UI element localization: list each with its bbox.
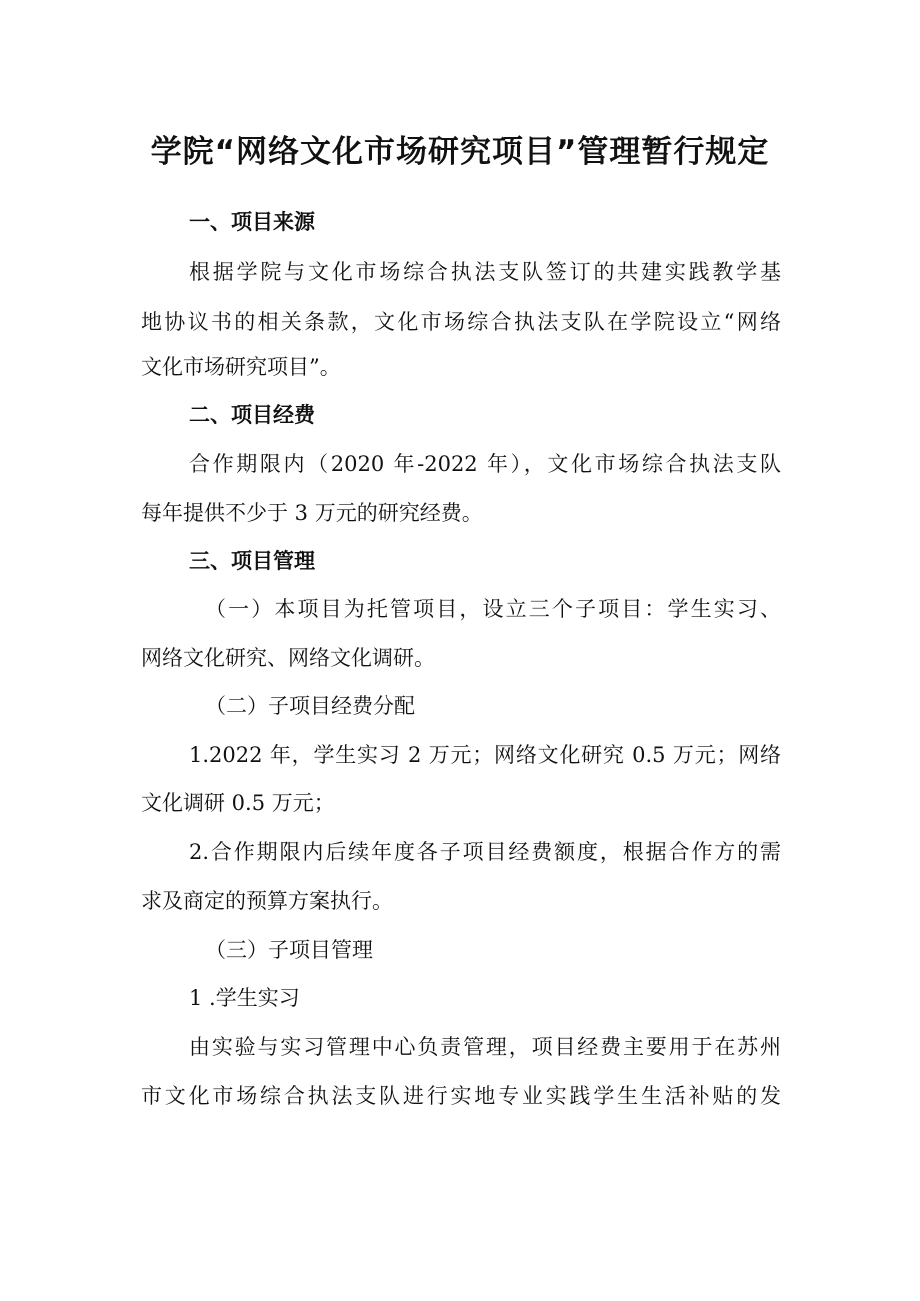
paragraph-line: 地协议书的相关条款，文化市场综合执法支队在学院设立“网络: [141, 310, 781, 334]
section-heading-funding: 二、项目经费: [189, 403, 315, 427]
paragraph-line: 每年提供不少于 3 万元的研究经费。: [141, 501, 483, 525]
section-heading-source: 一、项目来源: [189, 210, 315, 234]
subsection-heading: （三）子项目管理: [205, 938, 373, 962]
document-title: 学院“网络文化市场研究项目”管理暂行规定: [150, 134, 770, 170]
paragraph-line: 2.合作期限内后续年度各子项目经费额度，根据合作方的需: [189, 840, 781, 864]
paragraph-line: 合作期限内（2020 年-2022 年），文化市场综合执法支队: [189, 452, 781, 476]
paragraph-line: 文化市场研究项目”。: [141, 355, 341, 379]
list-item-heading: 1 .学生实习: [189, 986, 300, 1010]
section-heading-management: 三、项目管理: [189, 549, 315, 573]
paragraph-line: 根据学院与文化市场综合执法支队签订的共建实践教学基: [189, 260, 781, 284]
paragraph-line: 文化调研 0.5 万元；: [141, 791, 335, 815]
paragraph-line: 求及商定的预算方案执行。: [141, 889, 393, 913]
paragraph-line: 网络文化研究、网络文化调研。: [141, 646, 435, 670]
paragraph-line: （一）本项目为托管项目，设立三个子项目：学生实习、: [205, 597, 781, 621]
paragraph-line: 市文化市场综合执法支队进行实地专业实践学生生活补贴的发: [141, 1084, 781, 1108]
paragraph-line: 1.2022 年，学生实习 2 万元；网络文化研究 0.5 万元；网络: [189, 743, 781, 767]
paragraph-line: 由实验与实习管理中心负责管理，项目经费主要用于在苏州: [189, 1035, 781, 1059]
subsection-heading: （二）子项目经费分配: [205, 694, 415, 718]
